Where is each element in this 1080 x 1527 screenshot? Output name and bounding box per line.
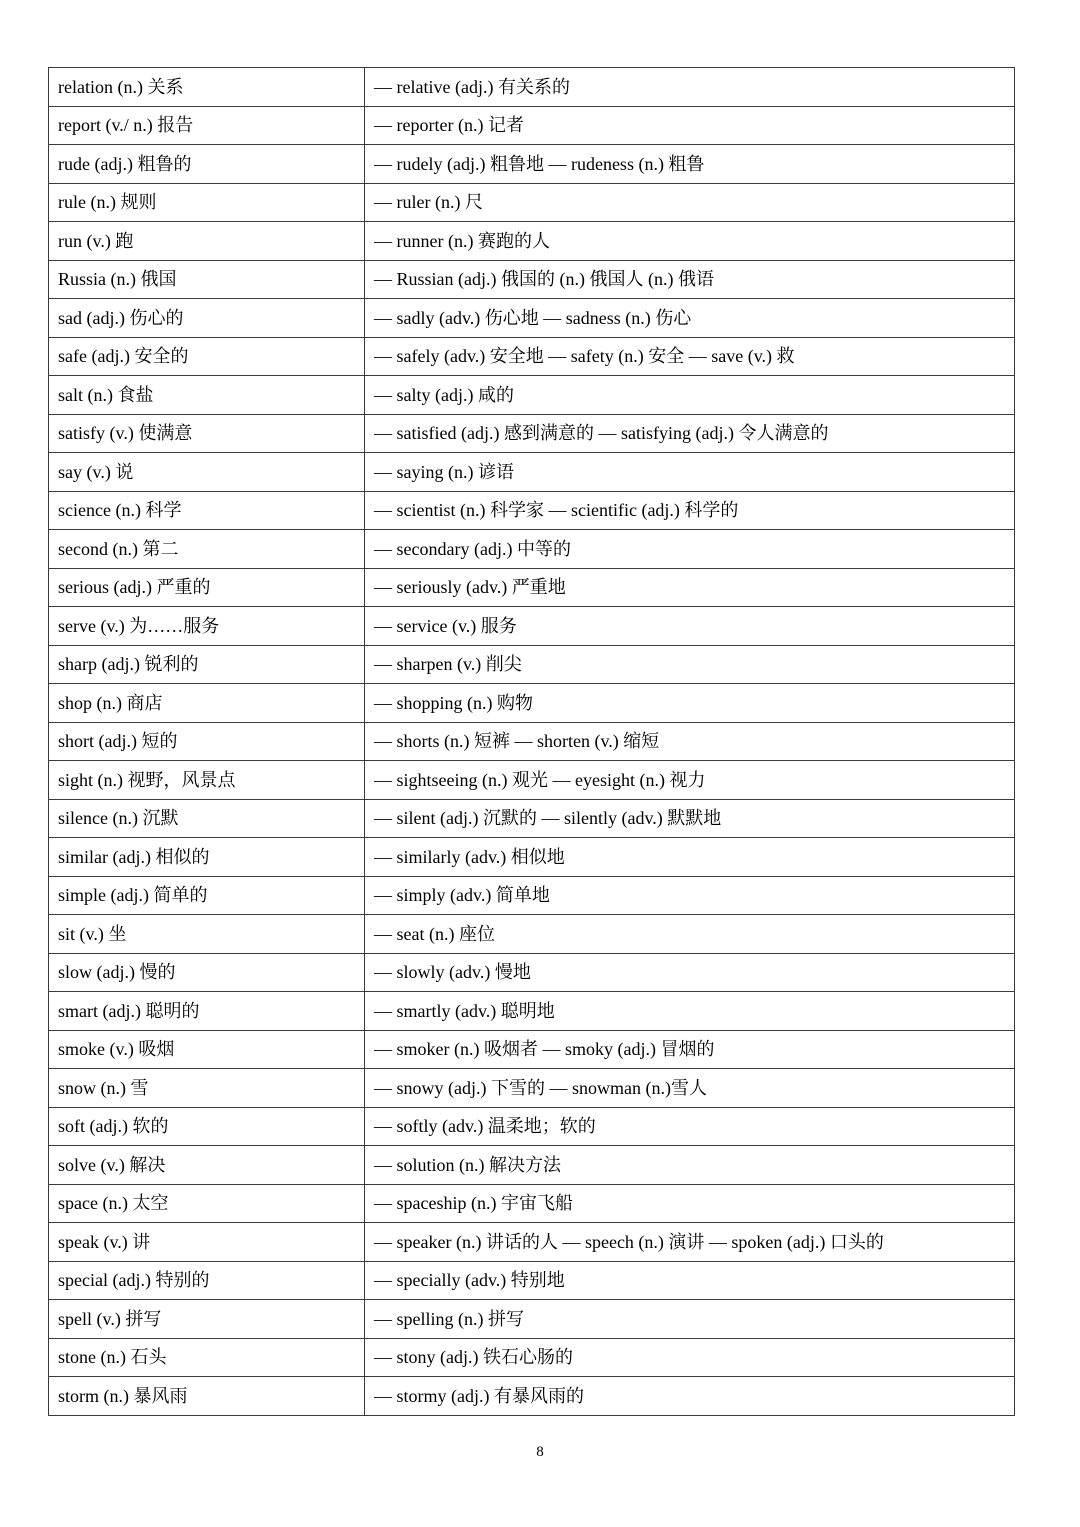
table-row (49, 992, 1015, 1031)
word-cell: relation (n.) 关系 (49, 68, 365, 107)
derivatives-cell: — solution (n.) 解决方法 (365, 1146, 1015, 1185)
table-row (49, 260, 1015, 299)
table-row (49, 68, 1015, 107)
derivatives-cell: — rudely (adj.) 粗鲁地 — rudeness (n.) 粗鲁 (365, 145, 1015, 184)
table-row (49, 145, 1015, 184)
table-row (49, 607, 1015, 646)
derivatives-cell: — smoker (n.) 吸烟者 — smoky (adj.) 冒烟的 (365, 1030, 1015, 1069)
derivatives-cell: — slowly (adv.) 慢地 (365, 953, 1015, 992)
word-cell: say (v.) 说 (49, 453, 365, 492)
word-cell: soft (adj.) 软的 (49, 1107, 365, 1146)
table-row (49, 1338, 1015, 1377)
derivatives-cell: — spaceship (n.) 宇宙飞船 (365, 1184, 1015, 1223)
table-row (49, 684, 1015, 723)
table-row (49, 761, 1015, 800)
derivatives-cell: — softly (adv.) 温柔地；软的 (365, 1107, 1015, 1146)
table-row (49, 876, 1015, 915)
table-row (49, 953, 1015, 992)
derivatives-cell: — simply (adv.) 简单地 (365, 876, 1015, 915)
word-cell: simple (adj.) 简单的 (49, 876, 365, 915)
table-row (49, 1069, 1015, 1108)
word-cell: run (v.) 跑 (49, 222, 365, 261)
table-row (49, 722, 1015, 761)
word-cell: second (n.) 第二 (49, 530, 365, 569)
table-row (49, 915, 1015, 954)
derivatives-cell: — sightseeing (n.) 观光 — eyesight (n.) 视力 (365, 761, 1015, 800)
word-cell: sharp (adj.) 锐利的 (49, 645, 365, 684)
table-row (49, 337, 1015, 376)
table-row (49, 1261, 1015, 1300)
word-cell: rule (n.) 规则 (49, 183, 365, 222)
word-cell: short (adj.) 短的 (49, 722, 365, 761)
derivatives-cell: — silent (adj.) 沉默的 — silently (adv.) 默默地 (365, 799, 1015, 838)
word-cell: serious (adj.) 严重的 (49, 568, 365, 607)
derivatives-cell: — reporter (n.) 记者 (365, 106, 1015, 145)
word-cell: sit (v.) 坐 (49, 915, 365, 954)
table-row (49, 1107, 1015, 1146)
table-row (49, 1146, 1015, 1185)
table-row (49, 1223, 1015, 1262)
table-row (49, 1030, 1015, 1069)
derivatives-cell: — seriously (adv.) 严重地 (365, 568, 1015, 607)
table-row (49, 106, 1015, 145)
table-row (49, 838, 1015, 877)
table-row (49, 568, 1015, 607)
word-cell: storm (n.) 暴风雨 (49, 1377, 365, 1416)
word-cell: space (n.) 太空 (49, 1184, 365, 1223)
derivatives-cell: — salty (adj.) 咸的 (365, 376, 1015, 415)
derivatives-cell: — ruler (n.) 尺 (365, 183, 1015, 222)
derivatives-cell: — specially (adv.) 特别地 (365, 1261, 1015, 1300)
table-row (49, 491, 1015, 530)
word-cell: serve (v.) 为……服务 (49, 607, 365, 646)
word-cell: speak (v.) 讲 (49, 1223, 365, 1262)
word-cell: smart (adj.) 聪明的 (49, 992, 365, 1031)
word-cell: solve (v.) 解决 (49, 1146, 365, 1185)
table-row (49, 453, 1015, 492)
derivatives-cell: — scientist (n.) 科学家 — scientific (adj.) 科学的 (365, 491, 1015, 530)
vocabulary-table (48, 67, 1015, 1416)
word-cell: similar (adj.) 相似的 (49, 838, 365, 877)
derivatives-cell: — speaker (n.) 讲话的人 — speech (n.) 演讲 — spoken (adj.) 口头的 (365, 1223, 1015, 1262)
word-cell: Russia (n.) 俄国 (49, 260, 365, 299)
word-cell: special (adj.) 特别的 (49, 1261, 365, 1300)
word-cell: science (n.) 科学 (49, 491, 365, 530)
derivatives-cell: — safely (adv.) 安全地 — safety (n.) 安全 — save (v.) 救 (365, 337, 1015, 376)
derivatives-cell: — Russian (adj.) 俄国的 (n.) 俄国人 (n.) 俄语 (365, 260, 1015, 299)
derivatives-cell: — shopping (n.) 购物 (365, 684, 1015, 723)
word-cell: safe (adj.) 安全的 (49, 337, 365, 376)
derivatives-cell: — saying (n.) 谚语 (365, 453, 1015, 492)
word-cell: smoke (v.) 吸烟 (49, 1030, 365, 1069)
word-cell: sight (n.) 视野，风景点 (49, 761, 365, 800)
derivatives-cell: — sharpen (v.) 削尖 (365, 645, 1015, 684)
derivatives-cell: — runner (n.) 赛跑的人 (365, 222, 1015, 261)
word-cell: rude (adj.) 粗鲁的 (49, 145, 365, 184)
table-row (49, 1377, 1015, 1416)
derivatives-cell: — sadly (adv.) 伤心地 — sadness (n.) 伤心 (365, 299, 1015, 338)
word-cell: slow (adj.) 慢的 (49, 953, 365, 992)
derivatives-cell: — shorts (n.) 短裤 — shorten (v.) 缩短 (365, 722, 1015, 761)
derivatives-cell: — snowy (adj.) 下雪的 — snowman (n.)雪人 (365, 1069, 1015, 1108)
table-row (49, 530, 1015, 569)
table-row (49, 645, 1015, 684)
derivatives-cell: — smartly (adv.) 聪明地 (365, 992, 1015, 1031)
derivatives-cell: — satisfied (adj.) 感到满意的 — satisfying (adj.) 令人满意的 (365, 414, 1015, 453)
word-cell: spell (v.) 拼写 (49, 1300, 365, 1339)
derivatives-cell: — stormy (adj.) 有暴风雨的 (365, 1377, 1015, 1416)
table-row (49, 414, 1015, 453)
word-cell: sad (adj.) 伤心的 (49, 299, 365, 338)
word-cell: silence (n.) 沉默 (49, 799, 365, 838)
word-cell: salt (n.) 食盐 (49, 376, 365, 415)
table-row (49, 1300, 1015, 1339)
table-row (49, 1184, 1015, 1223)
word-cell: satisfy (v.) 使满意 (49, 414, 365, 453)
table-row (49, 299, 1015, 338)
word-cell: report (v./ n.) 报告 (49, 106, 365, 145)
derivatives-cell: — seat (n.) 座位 (365, 915, 1015, 954)
word-cell: stone (n.) 石头 (49, 1338, 365, 1377)
derivatives-cell: — stony (adj.) 铁石心肠的 (365, 1338, 1015, 1377)
table-row (49, 376, 1015, 415)
table-row (49, 183, 1015, 222)
vocabulary-table-body (49, 68, 1015, 1416)
table-row (49, 222, 1015, 261)
word-cell: snow (n.) 雪 (49, 1069, 365, 1108)
derivatives-cell: — secondary (adj.) 中等的 (365, 530, 1015, 569)
derivatives-cell: — service (v.) 服务 (365, 607, 1015, 646)
derivatives-cell: — spelling (n.) 拼写 (365, 1300, 1015, 1339)
word-cell: shop (n.) 商店 (49, 684, 365, 723)
derivatives-cell: — relative (adj.) 有关系的 (365, 68, 1015, 107)
table-row (49, 799, 1015, 838)
derivatives-cell: — similarly (adv.) 相似地 (365, 838, 1015, 877)
page-number: 8 (536, 1444, 544, 1460)
